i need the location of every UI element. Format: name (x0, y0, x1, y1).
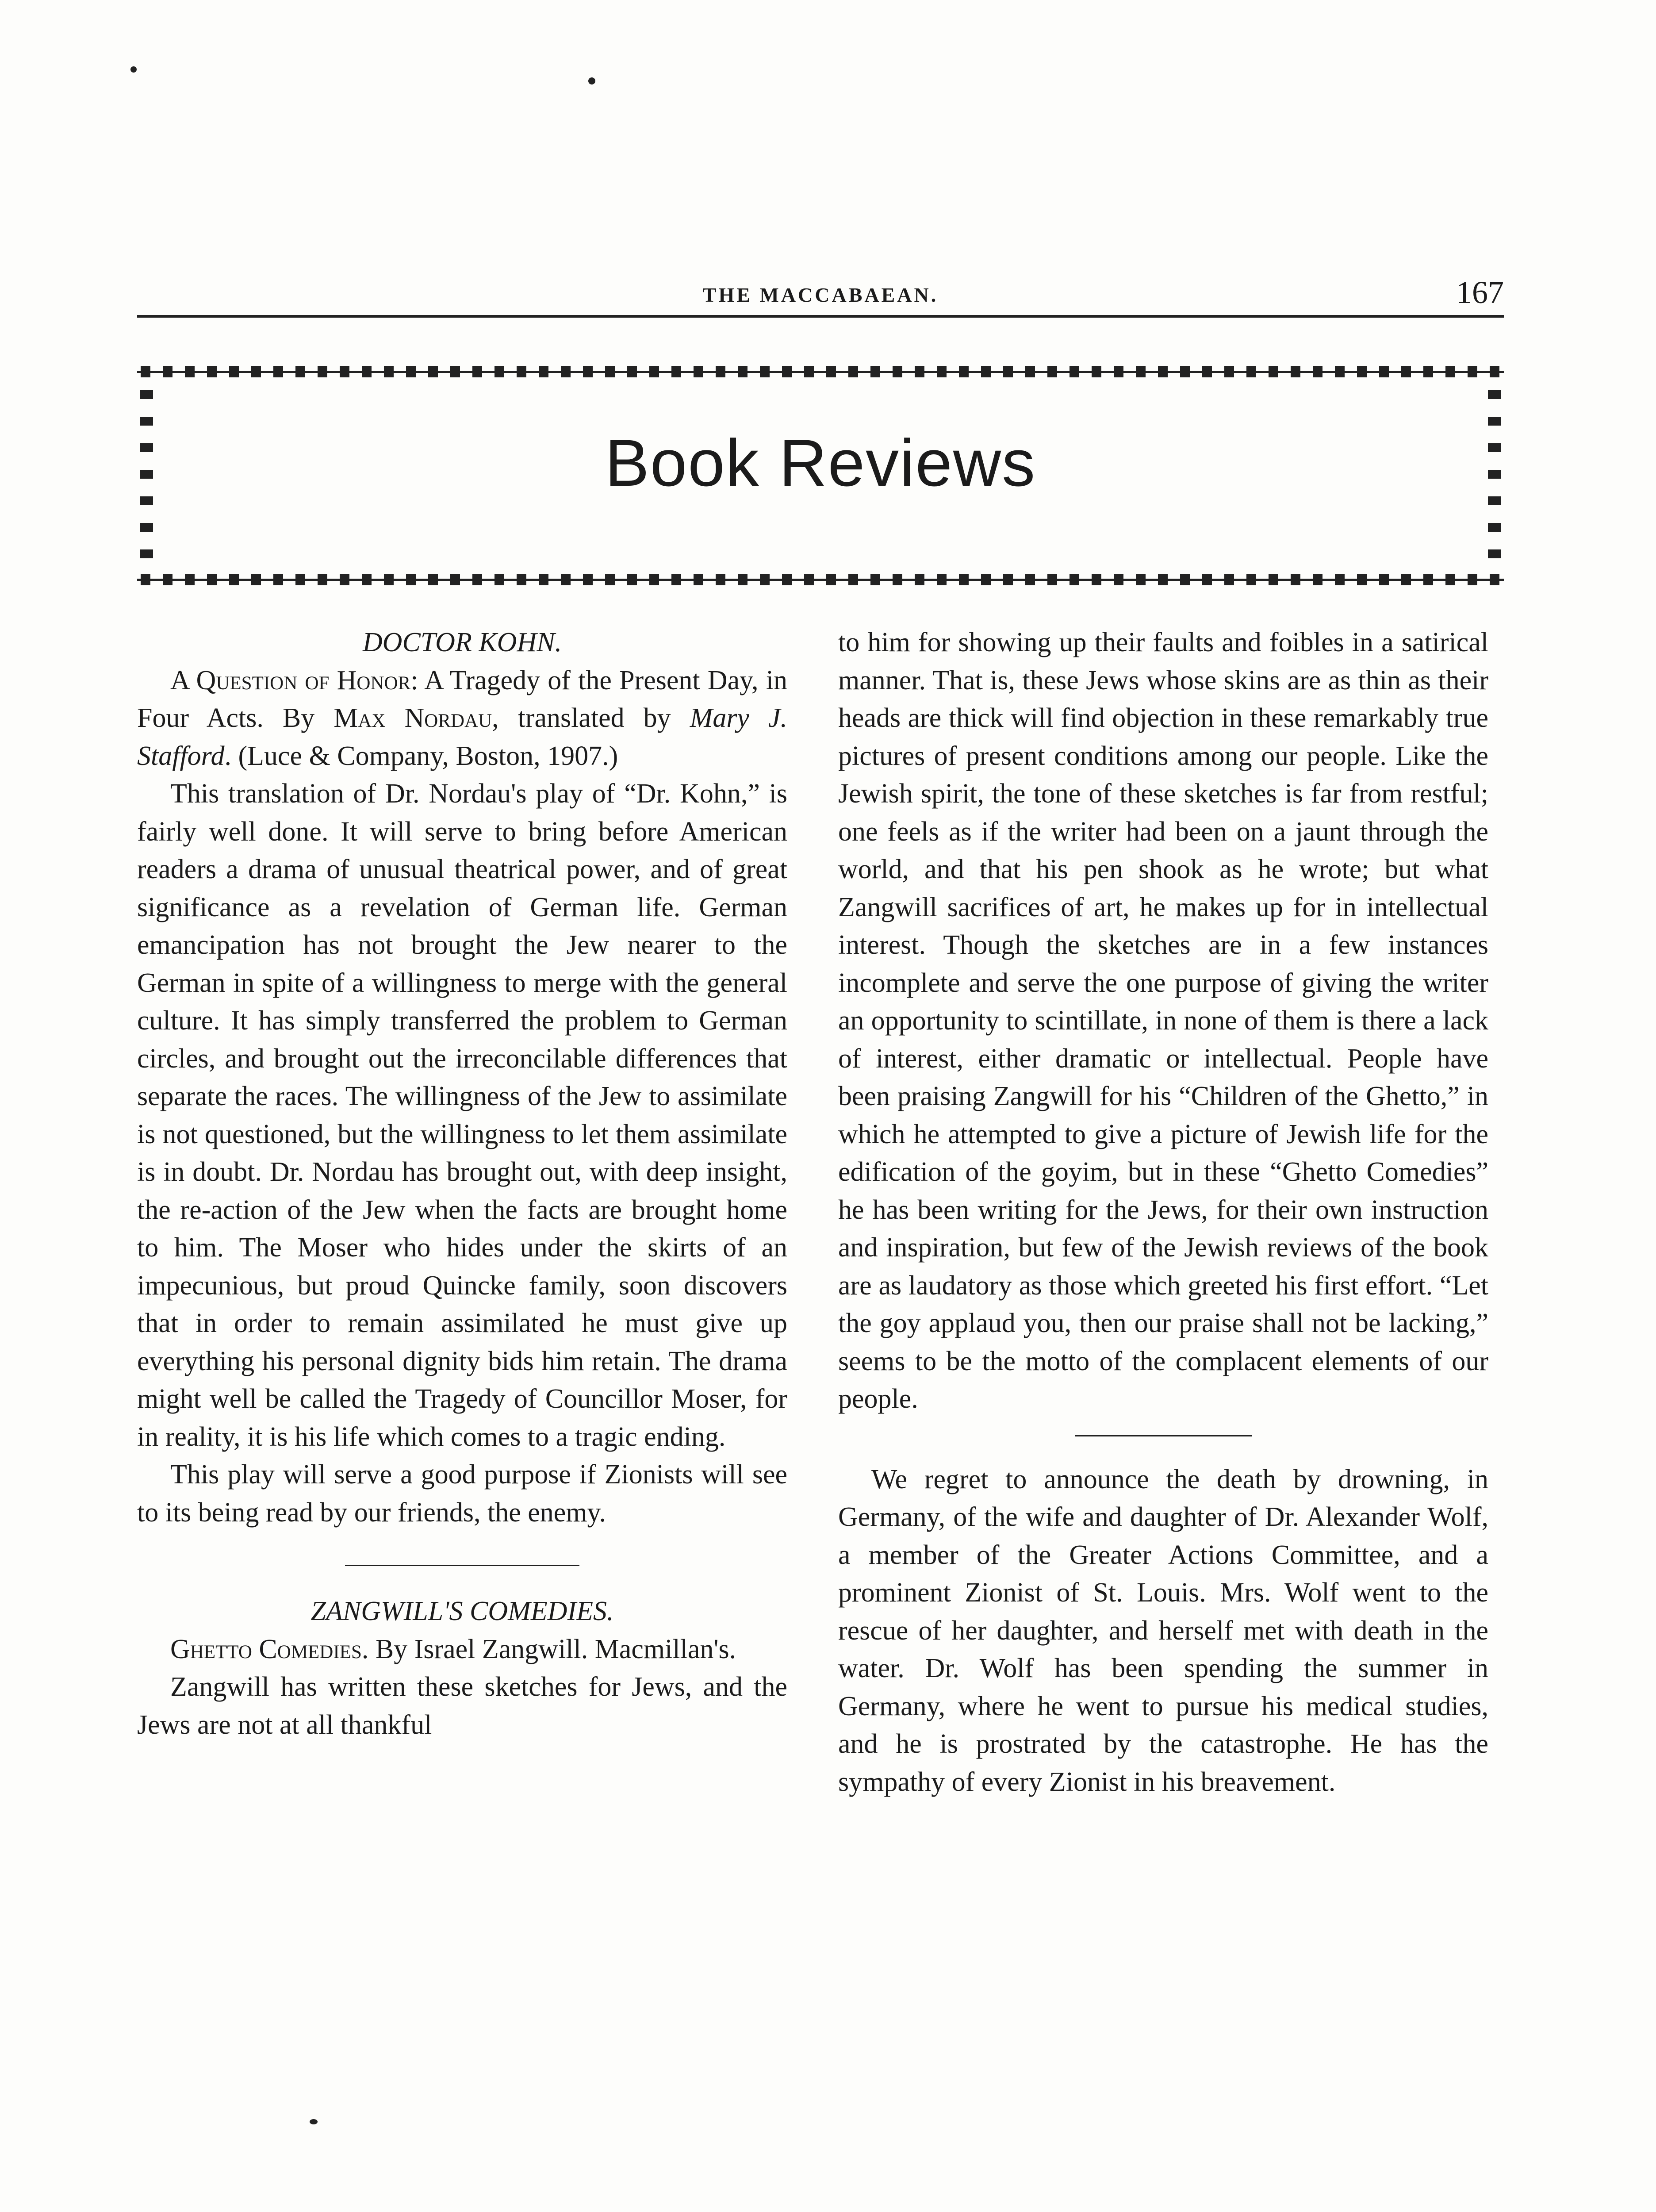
left-column (137, 624, 787, 1744)
citation-details: : A Tragedy of the Present Day, in Four Acts. By (137, 665, 787, 733)
review-citation-zangwill (137, 1631, 787, 1669)
section-banner (137, 349, 1504, 597)
review-paragraph-continued: to him for showing up their faults and foibles in a satirical manner. That is, these Jews whose skins are as thin as their heads are thick will find objection in these remarkably true pictures of present conditions among our people. Like the Jewish spirit, the tone of these sketches is far from restful; one feels as if the writer had been on a jaunt through the world, and that his pen shook as he wrote; but what Zangwill sacrifices of art, he makes up for in intellectual interest. Though the sketches are in a few instances incomplete and serve the one purpose of giving the writer an opportunity to scintillate, in none of them is there a lack of interest, either dramatic or intellectual. People have been praising Zangwill for his “Children of the Ghetto,” in which he attempted to give a picture of Jewish life for the edification of the goyim, but in these “Ghetto Comedies” he has been writing for the Jews, for their own instruction and inspiration, but few of the Jewish reviews of the book are as laudatory as those which greeted his first effort. “Let the goy applaud you, then our praise shall not be lacking,” seems to be the motto of the complacent elements of our people. (838, 627, 1488, 1414)
running-head (137, 274, 1504, 323)
review-heading-doctor-kohn: DOCTOR KOHN. (362, 627, 562, 657)
print-speck (310, 2119, 318, 2124)
journal-title: THE MACCABAEAN. (702, 284, 939, 306)
citation-title: A Question of Honor (170, 665, 411, 695)
review-heading-zangwill: ZANGWILL'S COMEDIES. (310, 1596, 614, 1626)
citation-title: Ghetto Comedies (170, 1634, 362, 1664)
citation-publisher: . (Luce & Company, Boston, 1907.) (224, 741, 618, 771)
obituary-notice: We regret to announce the death by drowning, in Germany, of the wife and daughter of Dr. Alexander Wolf, a member of the Greater Actions Committee, and a prominent Zionist of St. Louis. Mrs. Wolf went to the rescue of her daughter, and herself met with death in the water. Dr. Wolf has been spending the summer in Germany, where he went to pursue his medical studies, and he is prostrated by the catastrophe. He has the sympathy of every Zionist in his breavement. (838, 1464, 1488, 1797)
diamond-border-top (137, 363, 1504, 380)
citation-translator: Mary J. Stafford (137, 703, 788, 771)
print-speck (588, 77, 595, 84)
section-title: Book Reviews (605, 426, 1036, 500)
review-paragraph: Zangwill has written these sketches for Jews, and the Jews are not at all thankful (137, 1672, 787, 1740)
page-number: 167 (1456, 275, 1504, 310)
right-column (838, 624, 1488, 1801)
review-paragraph: This play will serve a good purpose if Zionists will see to its being read by our friends, the enemy. (137, 1459, 787, 1528)
section-divider (1075, 1435, 1252, 1436)
header-rule (137, 315, 1504, 318)
review-citation-doctor-kohn (137, 662, 787, 776)
review-paragraph: This translation of Dr. Nordau's play of “Dr. Kohn,” is fairly well done. It will serve to bring before American readers a drama of unusual theatrical power, and of great significance as a revelation of German life. German emancipation has not brought the Jew nearer to the German in spite of a willingness to merge with the general culture. It has simply transferred the problem to German circles, and brought out the irreconcilable differences that separate the races. The willingness of the Jew to assimilate is not questioned, but the willingness to let them assimilate is in doubt. Dr. Nordau has brought out, with deep insight, the re-action of the Jew when the facts are brought home to him. The Moser who hides under the skirts of an impecunious, but proud Quincke family, soon discovers that in order to remain assimilated he must give up everything his personal dignity bids him retain. The drama might well be called the Tragedy of Councillor Moser, for in reality, it is his life which comes to a tragic ending. (137, 779, 787, 1452)
citation-author: Max Nordau (334, 703, 492, 733)
diamond-border-bottom (137, 571, 1504, 588)
section-divider (345, 1565, 579, 1566)
citation-details: . By Israel Zangwill. Macmillan's. (361, 1634, 736, 1664)
citation-translated-by: , translated by (492, 703, 690, 733)
print-speck (130, 66, 137, 73)
